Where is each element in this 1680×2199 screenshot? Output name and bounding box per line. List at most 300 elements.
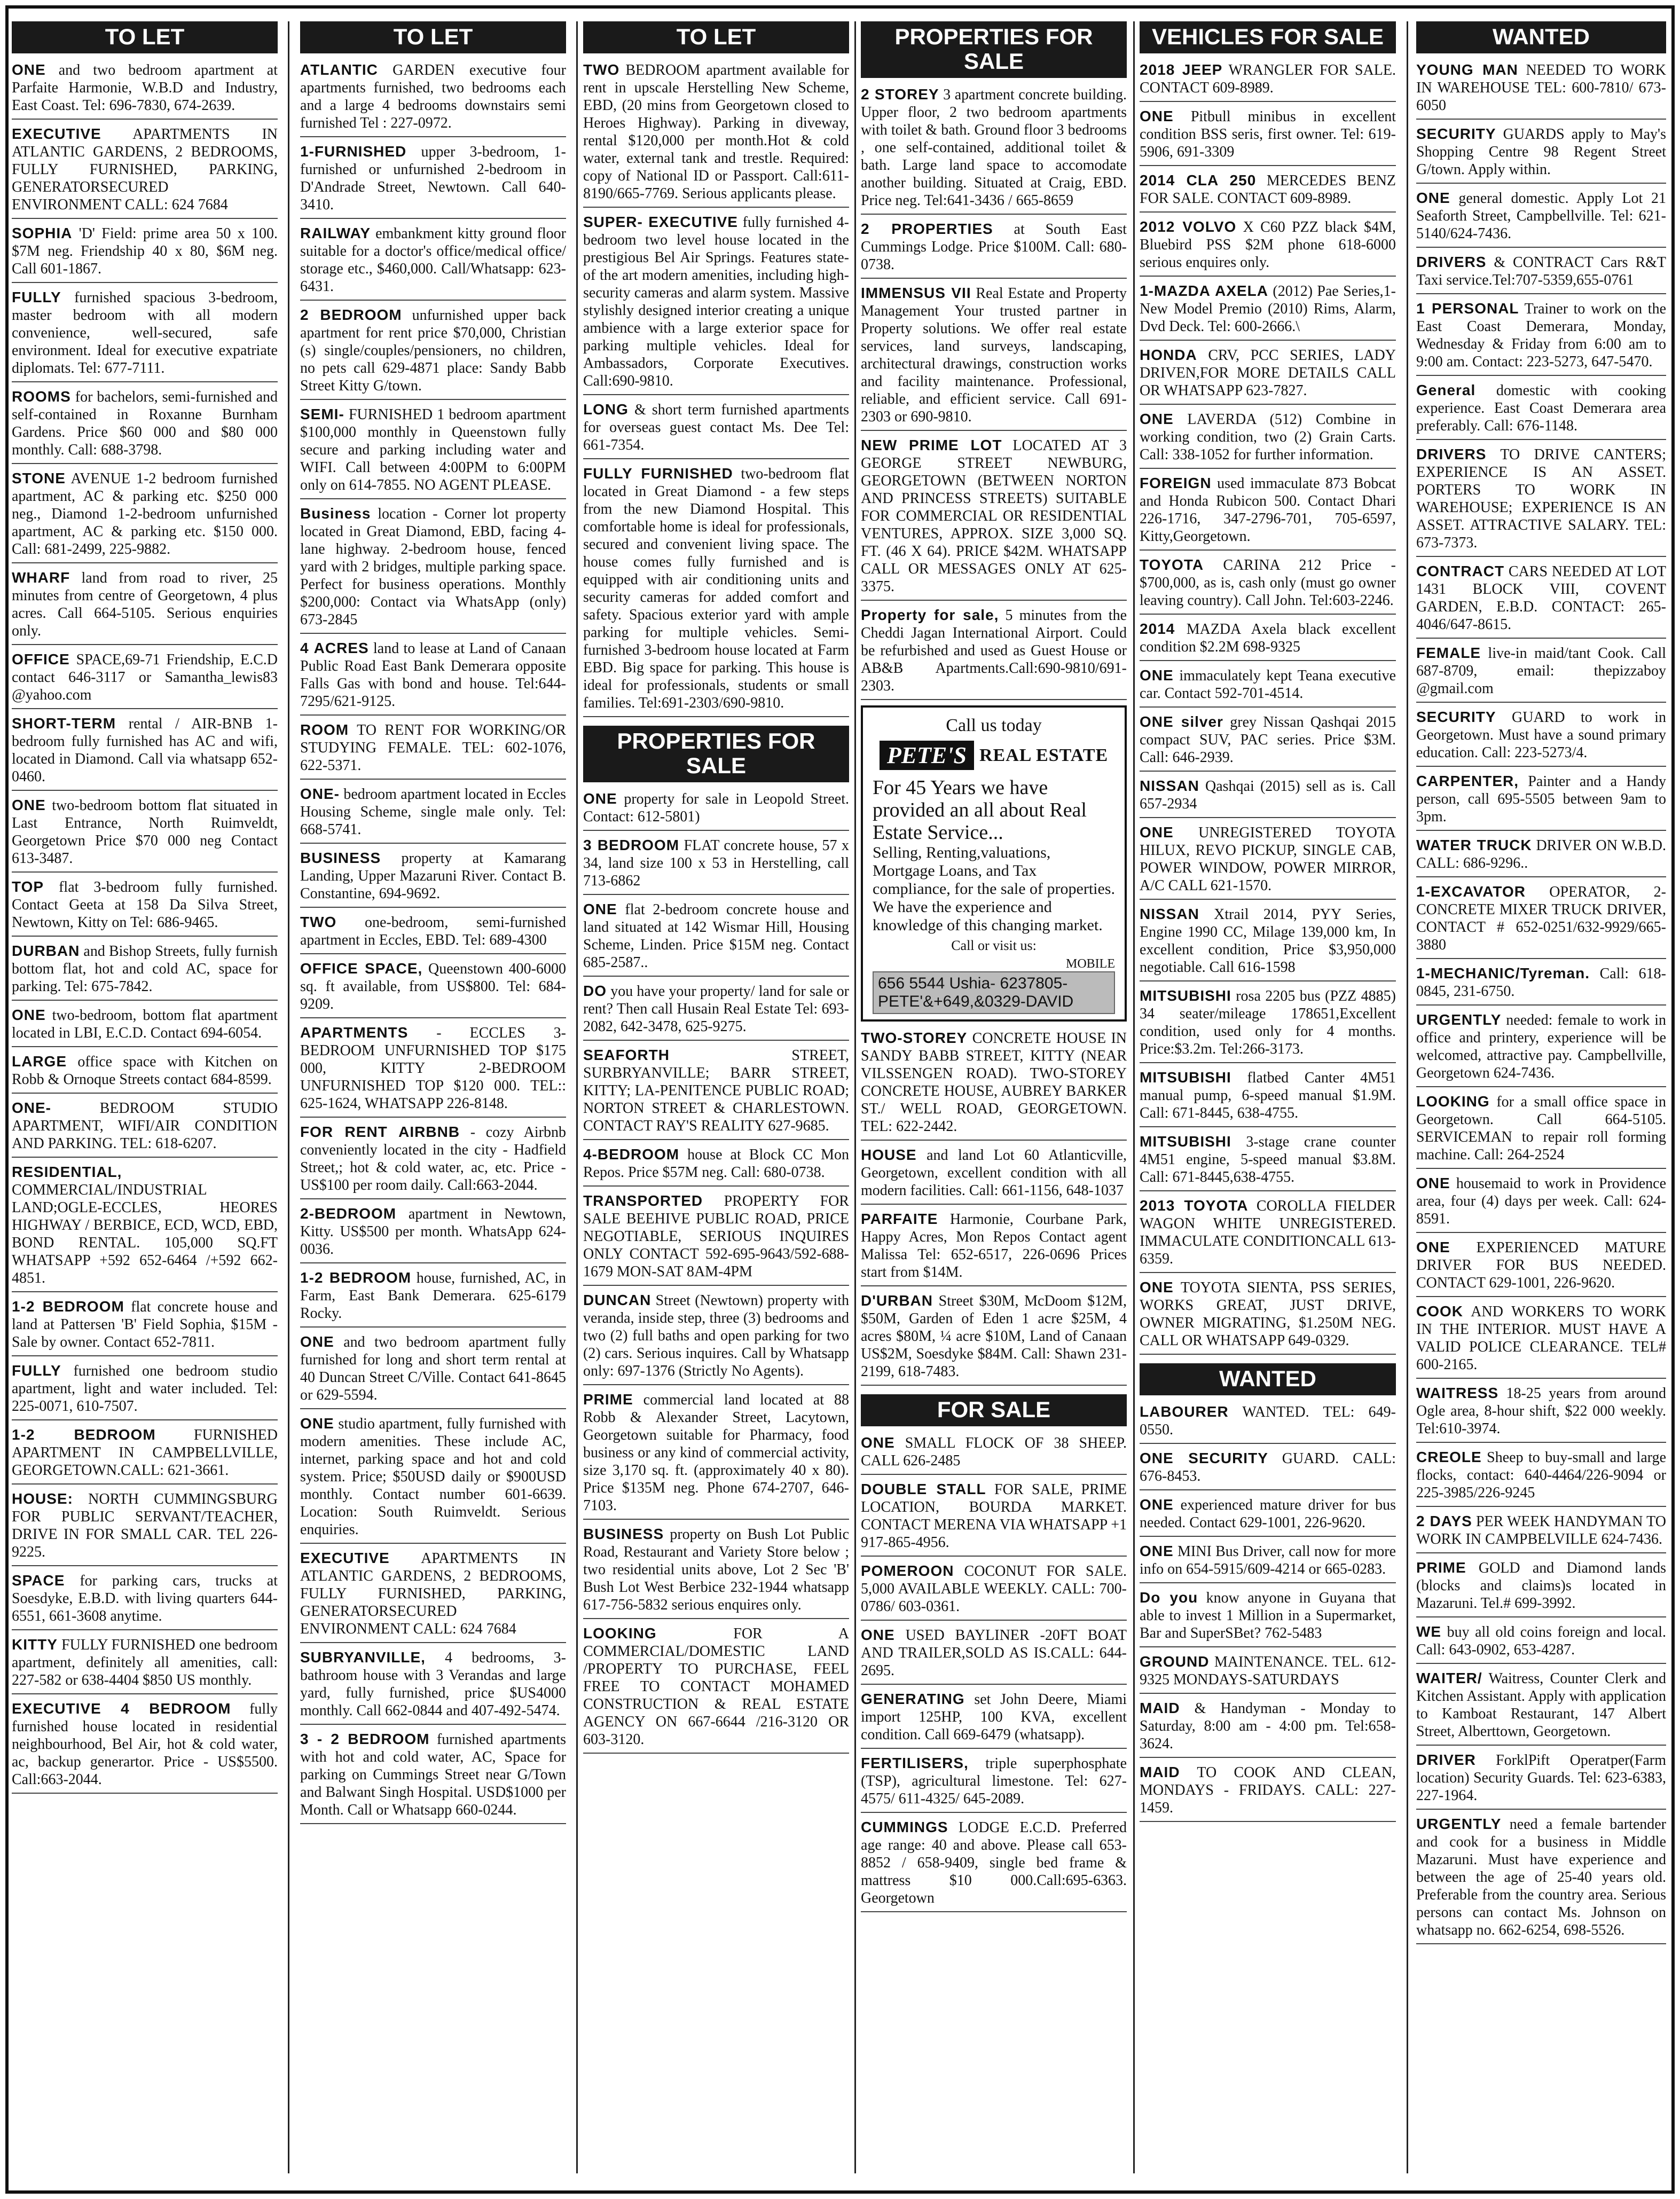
classified-ad: [300, 1205, 566, 1263]
ad-text: FURNISHED APARTMENT IN CAMPBELLVILLE, GEORGETOWN.CALL: 621-3661.: [12, 1427, 278, 1479]
ad-text: used immaculate 873 Bobcat and Honda Rubicon 500. Contact Dhari 226-1716, 347-2796-701, 705-6597, Kitty,Georgetown.: [1140, 475, 1396, 545]
ad-text: (2012) Pae Series,1- New Model Premio (2010) Rims, Alarm, Dvd Deck. Tel: 600-2666.\: [1140, 283, 1396, 335]
ad-lead: LONG: [583, 401, 629, 418]
ad-text: FOR SALE, PRIME LOCATION, BOURDA MARKET. CONTACT MERENA VIA WHATSAPP +1 917-865-4956.: [861, 1481, 1127, 1551]
ad-text: apartment in Newtown, Kitty. US$500 per month. WhatsApp 624-0036.: [300, 1206, 566, 1258]
ad-lead: CREOLE: [1416, 1449, 1482, 1465]
ad-text: & Handyman - Monday to Saturday, 8:00 am - 4:00 pm. Tel:658-3624.: [1140, 1700, 1396, 1752]
ad-text: office space with Kitchen on Robb & Ornoque Streets contact 684-8599.: [12, 1054, 278, 1088]
ad-lead: FERTILISERS,: [861, 1755, 969, 1771]
classified-ad: [1416, 1559, 1666, 1617]
classified-ad: [12, 125, 278, 219]
ad-lead: CARPENTER,: [1416, 773, 1519, 789]
classified-ad: [583, 1391, 849, 1520]
ad-lead: ONE: [583, 901, 617, 917]
classified-ad: [861, 436, 1127, 601]
column-2: [300, 21, 566, 2173]
column-divider: [854, 21, 856, 2173]
classified-ad: [1140, 282, 1396, 341]
ad-text: TO COOK AND CLEAN, MONDAYS - FRIDAYS. CALL: 227-1459.: [1140, 1764, 1396, 1816]
ad-lead: RAILWAY: [300, 225, 371, 241]
classified-ad: [1140, 823, 1396, 900]
petes-real-estate-ad: [861, 705, 1127, 1022]
ad-lead: ATLANTIC: [300, 61, 378, 78]
ad-text: and Bishop Streets, fully furnish bottom flat, hot and cold AC, space for parking. Tel: 675-7842.: [12, 943, 278, 995]
classified-ad: [1140, 556, 1396, 615]
classified-ad: [861, 1818, 1127, 1912]
ad-lead: ONE: [1140, 824, 1174, 841]
classified-ad: [583, 1525, 849, 1619]
box-body: Selling, Renting,valuations, Mortgage Loans, and Tax compliance, for the sale of properties. We have the experience and knowledge of this changing market.: [873, 844, 1115, 934]
box-visit: Call or visit us:: [951, 938, 1037, 953]
ad-lead: Business: [300, 505, 371, 522]
ad-text: & short term furnished apartments for overseas guest contact Ms. Dee Tel: 661-7354.: [583, 402, 849, 453]
ad-text: UNREGISTERED TOYOTA HILUX, REVO PICKUP, SINGLE CAB, POWER WINDOW, POWER MIRROR, A/C CALL 621-1570.: [1140, 824, 1396, 894]
ad-lead: ONE silver: [1140, 713, 1223, 730]
classified-ad: [12, 224, 278, 283]
ad-lead: RESIDENTIAL,: [12, 1164, 122, 1180]
ad-lead: SECURITY: [1416, 125, 1496, 142]
ad-lead: ONE: [1416, 1239, 1450, 1255]
classified-ad: [300, 785, 566, 844]
classified-ad: [1416, 1384, 1666, 1443]
classified-ad: [583, 1624, 849, 1754]
ad-lead: TOP: [12, 878, 44, 895]
ad-lead: DO: [583, 983, 607, 999]
ad-text: two-bedroom, bottom flat apartment located in LBI, E.C.D. Contact 694-6054.: [12, 1007, 278, 1041]
ad-lead: FULLY: [12, 289, 61, 305]
classified-ad: [1140, 346, 1396, 405]
classified-ad: [1416, 381, 1666, 440]
classified-ad: [1416, 125, 1666, 184]
ad-lead: ONE: [1140, 1496, 1174, 1513]
ad-text: AND WORKERS TO WORK IN THE INTERIOR. MUST HAVE A VALID POLICE CLEARANCE. TEL# 600-2165.: [1416, 1303, 1666, 1373]
classified-ad: [12, 942, 278, 1001]
ad-text: TO RENT FOR WORKING/OR STUDYING FEMALE. TEL: 602-1076, 622-5371.: [300, 722, 566, 774]
ad-lead: CONTRACT: [1416, 563, 1505, 579]
column-6: [1416, 21, 1666, 2173]
ad-text: PER WEEK HANDYMAN TO WORK IN CAMPBELVILLE 624-7436.: [1416, 1513, 1666, 1548]
classified-ad: [300, 1024, 566, 1118]
ad-lead: 1-2 BEDROOM: [300, 1269, 412, 1286]
ad-text: DRIVER ON W.B.D. CALL: 686-9296..: [1416, 837, 1666, 871]
ad-text: SPACE,69-71 Friendship, E.C.D contact 646-3117 or Samantha_lewis83 @yahoo.com: [12, 651, 278, 703]
ad-text: bedroom apartment located in Eccles Housing Scheme, single male only. Tel: 668-5741.: [300, 786, 566, 838]
classified-ad: [1140, 1496, 1396, 1537]
ad-lead: FOR RENT AIRBNB: [300, 1124, 460, 1140]
classified-ad: [583, 1145, 849, 1187]
ad-text: unfurnished upper back apartment for rent price $70,000, Christian (s) single/couples/pensioners, no children, no pets call 629-4871 place: Sandy Babb Street Kitty G/town.: [300, 307, 566, 394]
ad-text: - cozy Airbnb conveniently located in the city - Hadfield Street,; hot & cold water, ac, etc. Price - US$100 per room daily. Call:663-2044.: [300, 1124, 566, 1193]
ad-lead: 2012 VOLVO: [1140, 218, 1237, 235]
classified-ad: [12, 1053, 278, 1094]
ad-lead: NEW PRIME LOT: [861, 437, 1002, 453]
classified-ad: [12, 714, 278, 791]
ad-lead: DUNCAN: [583, 1292, 651, 1308]
ad-text: fully furnished house located in residential neighbourhood, Bel Air, hot & cold water, ac, backup generartor. Price - US$5500. Call:663-2044.: [12, 1701, 278, 1788]
ad-lead: 2-BEDROOM: [300, 1205, 397, 1222]
ad-text: PROPERTY FOR SALE BEEHIVE PUBLIC ROAD, PRICE NEGOTIABLE, SERIOUS INQUIRES ONLY CONTACT 592-695-9643/592-688-1679 MON-SAT 8AM-4PM: [583, 1193, 849, 1280]
classified-ad: [1140, 777, 1396, 818]
ad-lead: DRIVER: [1416, 1752, 1476, 1768]
column-divider: [1133, 21, 1135, 2173]
ad-text: APARTMENTS IN ATLANTIC GARDENS, 2 BEDROOMS, FULLY FURNISHED, PARKING, GENERATORSECURED ENVIRONMENT CALL: 624 7684: [300, 1550, 566, 1637]
ad-text: 4 bedrooms, 3-bathroom house with 3 Verandas and large yard, fully furnished, price $US4000 monthly. Call 662-0844 and 407-492-5474.: [300, 1650, 566, 1719]
ad-lead: D'URBAN: [861, 1292, 933, 1309]
ad-lead: ONE SECURITY: [1140, 1450, 1268, 1466]
ad-lead: 2018 JEEP: [1140, 61, 1223, 78]
ad-text: furnished spacious 3-bedroom, master bedroom with all modern convenience, well-secured, safe environment. Ideal for executive expatriate diplomats. Tel: 677-7111.: [12, 289, 278, 376]
ad-lead: HONDA: [1140, 347, 1197, 363]
ad-lead: 2 PROPERTIES: [861, 221, 993, 237]
classified-ad: [1140, 1403, 1396, 1444]
ad-text: flat 3-bedroom fully furnished. Contact Geeta at 158 Da Silva Street, Newtown, Kitty on Tel: 686-9465.: [12, 879, 278, 931]
ad-lead: GROUND: [1140, 1653, 1210, 1670]
ad-text: studio apartment, fully furnished with modern amenities. These include AC, internet, parking space and hot and cold system. Price; $50USD daily or $900USD monthly. Contact number 601-6639. Location: South Ruimveldt. Serious enquiries.: [300, 1416, 566, 1538]
classified-ad: [861, 1626, 1127, 1685]
column-5: [1140, 21, 1396, 2173]
ad-lead: FEMALE: [1416, 645, 1481, 661]
ad-lead: OFFICE SPACE,: [300, 960, 423, 977]
ad-lead: DOUBLE STALL: [861, 1481, 986, 1497]
ad-lead: OFFICE: [12, 651, 70, 667]
ad-lead: 3 BEDROOM: [583, 837, 680, 853]
ad-lead: 4 ACRES: [300, 640, 369, 656]
ad-text: furnished one bedroom studio apartment, light and water included. Tel: 225-0071, 610-7507.: [12, 1363, 278, 1415]
ad-lead: ONE: [1416, 1175, 1450, 1191]
ad-text: commercial land located at 88 Robb & Alexander Street, Lacytown, Georgetown suitable for Pharmacy, food business or any kind of commercial activity, size 3,170 sq. ft. (approximately 40 x 80). Price $135M neg. Phone 674-2707, 646-7103.: [583, 1392, 849, 1514]
ad-text: CARS NEEDED AT LOT 1431 BLOCK VIII, COVENT GARDEN, E.B.D. CONTACT: 265-4046/647-8615.: [1416, 563, 1666, 633]
column-divider: [288, 21, 289, 2173]
classified-ad: [861, 1690, 1127, 1749]
ad-text: experienced mature driver for bus needed. Contact 629-1001, 226-9620.: [1140, 1497, 1396, 1531]
classified-ad: [861, 220, 1127, 279]
classified-ad: [300, 849, 566, 908]
ad-lead: Do you: [1140, 1589, 1198, 1606]
classified-ad: [861, 1754, 1127, 1813]
ad-lead: FULLY: [12, 1362, 61, 1379]
classified-ad: [300, 721, 566, 780]
classified-ad: [861, 85, 1127, 215]
box-phone-numbers: 656 5544 Ushia- 6237805- PETE'&+649,&0329-DAVID: [873, 971, 1115, 1014]
ad-text: Harmonie, Courbane Park, Happy Acres, Mon Repos Contact agent Malissa Tel: 652-6517, 226-0696 Prices start from $14M.: [861, 1211, 1127, 1281]
classified-ad: [1140, 666, 1396, 708]
ad-text: OPERATOR, 2- CONCRETE MIXER TRUCK DRIVER, CONTACT # 652-0251/632-9929/665-3880: [1416, 884, 1666, 953]
ad-lead: 1-MECHANIC/Tyreman.: [1416, 965, 1590, 981]
classified-ad: [300, 143, 566, 219]
classified-ad: [12, 1572, 278, 1630]
classified-ad: [583, 790, 849, 831]
ad-lead: TRANSPORTED: [583, 1192, 703, 1209]
classified-ad: [12, 569, 278, 645]
classified-ad: [1140, 1197, 1396, 1273]
ad-text: housemaid to work in Providence area, four (4) days per week. Call: 624-8591.: [1416, 1175, 1666, 1227]
classified-ad: [1416, 1669, 1666, 1746]
classified-ad: [1140, 410, 1396, 469]
ad-lead: LOOKING: [1416, 1093, 1490, 1110]
ad-text: Trainer to work on the East Coast Demerara, Monday, Wednesday & Friday from 6:00 am to 9:00 am. Contact: 223-5273, 647-5470.: [1416, 301, 1666, 370]
classified-ad: [1416, 189, 1666, 248]
ad-text: flat 2-bedroom concrete house and land situated at 142 Wismar Hill, Housing Scheme, Linden. Price $15M neg. Contact 685-2587..: [583, 901, 849, 971]
ad-lead: GENERATING: [861, 1691, 965, 1707]
ad-lead: HOUSE: [861, 1146, 917, 1163]
ad-lead: ONE: [1140, 667, 1174, 684]
classified-ad: [12, 288, 278, 382]
classified-ad: [583, 836, 849, 895]
classified-ad: [1140, 1653, 1396, 1694]
ad-text: MINI Bus Driver, call now for more info on 654-5915/609-4214 or 665-0283.: [1140, 1543, 1396, 1577]
ad-lead: ONE: [300, 1415, 334, 1432]
ad-lead: PRIME: [583, 1391, 633, 1408]
ad-lead: SEAFORTH: [583, 1047, 670, 1063]
ad-text: general domestic. Apply Lot 21 Seaforth Street, Campbellville. Tel: 621-5140/624-7436.: [1416, 190, 1666, 242]
ad-lead: ONE-: [300, 786, 340, 802]
ad-lead: EXECUTIVE 4 BEDROOM: [12, 1700, 231, 1717]
ad-lead: WHARF: [12, 569, 70, 586]
ad-lead: PRIME: [1416, 1559, 1466, 1576]
classified-ad: [861, 1029, 1127, 1141]
ad-lead: ONE: [861, 1627, 895, 1643]
classified-ad: [1416, 300, 1666, 376]
ad-lead: 2 STOREY: [861, 86, 939, 103]
petes-logo: [873, 741, 1115, 770]
ad-text: two-bedroom flat located in Great Diamond - a few steps from the new Diamond Hospital. This comfortable home is ideal for professionals, secured and convenient living space. The house comes fully furnished and is equipped with air conditioning units and security cameras for added comfort and safety. Spacious exterior yard with ample parking for multiple vehicles. Semi- furnished 3-bedroom house located at Farm EBD. Big space for parking. This house is ideal for professionals, students or small families. Tel:691-2303/690-9810.: [583, 466, 849, 711]
ad-text: two-bedroom bottom flat situated in Last Entrance, North Ruimveldt, Georgetown Price $70 000 neg Contact 613-3487.: [12, 797, 278, 867]
ad-lead: SUBRYANVILLE,: [300, 1649, 426, 1666]
ad-text: GUARDS apply to May's Shopping Centre 98 Regent Street G/town. Apply within.: [1416, 126, 1666, 178]
ad-lead: URGENTLY: [1416, 1011, 1502, 1028]
ad-text: SMALL FLOCK OF 38 SHEEP. CALL 626-2485: [861, 1435, 1127, 1469]
ad-lead: 2014: [1140, 621, 1175, 637]
classified-ad: [1416, 1815, 1666, 1944]
classified-ad: [1140, 107, 1396, 166]
ad-lead: FULLY FURNISHED: [583, 465, 733, 482]
classified-ad: [12, 1099, 278, 1158]
ad-lead: WE: [1416, 1623, 1442, 1640]
ad-lead: ONE: [1140, 411, 1174, 427]
ad-text: COMMERCIAL/INDUSTRIAL LAND;OGLE-ECCLES, HEORES HIGHWAY / BERBICE, ECD, WCD, EBD, BOND RENTAL. 105,000 SQ.FT WHATSAPP +592 652-6464 /+592 662-4851.: [12, 1182, 278, 1286]
ad-lead: CUMMINGS: [861, 1819, 948, 1835]
classified-ad: [1140, 1542, 1396, 1583]
ad-text: for parking cars, trucks at Soesdyke, E.B.D. with living quarters 644-6551, 661-3608 anytime.: [12, 1573, 278, 1624]
ad-lead: WAITRESS: [1416, 1385, 1499, 1401]
classified-ad: [1416, 1093, 1666, 1169]
classified-ad: [12, 469, 278, 563]
ad-lead: General: [1416, 382, 1476, 398]
ad-text: X C60 PZZ black $4M, Bluebird PSS $2M phone 618-6000 serious enquires only.: [1140, 219, 1396, 271]
ad-text: TO DRIVE CANTERS; EXPERIENCE IS AN ASSET. PORTERS TO WORK IN WAREHOUSE; EXPERIENCE IS AN ASSET. ATTRACTIVE SALARY. TEL: 673-7373.: [1416, 446, 1666, 551]
classified-ad: [1416, 1302, 1666, 1379]
classified-ad: [1416, 644, 1666, 703]
ad-lead: SEMI-: [300, 406, 344, 422]
ad-text: ForklPift Operatper(Farm location) Security Guards. Tel: 623-6383, 227-1964.: [1416, 1752, 1666, 1804]
ad-text: Street $30M, McDoom $12M, $50M, Garden of Eden 1 acre $25M, 4 acres $80M, ¼ acre $10M, Land of Canaan US$2M, Soesdyke $84M. Call: Shawn 231-2199, 618-7483.: [861, 1293, 1127, 1380]
ad-text: Waitress, Counter Clerk and Kitchen Assistant. Apply with application to Kamboat Restaurant, 147 Albert Street, Alberttown, Georgetown.: [1416, 1670, 1666, 1740]
classified-ad: [861, 284, 1127, 431]
classified-ad: [861, 1434, 1127, 1475]
ad-text: and two bedroom apartment fully furnished for long and short term rental at 40 Duncan Street C/Ville. Contact 641-8645 or 629-5594.: [300, 1334, 566, 1403]
ad-lead: ONE: [1416, 190, 1450, 206]
classified-ad: [300, 405, 566, 499]
section-header: PROPERTIES FOR SALE: [861, 21, 1127, 78]
ad-text: CARINA 212 Price - $700,000, as is, cash only (must go owner leaving country). Call John. Tel:603-2246.: [1140, 557, 1396, 609]
ad-lead: 2 DAYS: [1416, 1513, 1472, 1529]
classified-ad: [583, 465, 849, 717]
ad-text: Call: 618-0845, 231-6750.: [1416, 965, 1666, 1000]
ad-text: 18-25 years from around Ogle area, 8-hour shift, $22 000 weekly. Tel:610-3974.: [1416, 1385, 1666, 1437]
classified-ad: [1416, 253, 1666, 294]
section-header: TO LET: [583, 21, 849, 53]
ad-lead: YOUNG MAN: [1416, 61, 1518, 78]
classified-ad: [12, 878, 278, 937]
classified-ad: [583, 400, 849, 459]
ad-text: immaculately kept Teana executive car. Contact 592-701-4514.: [1140, 667, 1396, 702]
ad-text: & CONTRACT Cars R&T Taxi service.Tel:707-5359,655-0761: [1416, 254, 1666, 288]
ad-text: flatbed Canter 4M51 manual pump, 6-speed manual $1.9M. Call: 671-8445, 638-4755.: [1140, 1070, 1396, 1121]
classified-ad: [1140, 171, 1396, 213]
ad-lead: FOREIGN: [1140, 475, 1212, 491]
classified-ad: [12, 796, 278, 873]
ad-lead: MITSUBISHI: [1140, 1133, 1231, 1150]
ad-lead: SECURITY: [1416, 709, 1496, 725]
classified-ad: [1140, 474, 1396, 551]
classified-ad: [12, 1298, 278, 1356]
ad-text: NEEDED TO WORK IN WAREHOUSE TEL: 600-7810/ 673-6050: [1416, 62, 1666, 114]
classified-ad: [300, 61, 566, 137]
ad-lead: WATER TRUCK: [1416, 837, 1532, 853]
ad-text: CONCRETE HOUSE IN SANDY BABB STREET, KITTY (NEAR VILSSENGEN ROAD). TWO-STOREY CONCRETE HOUSE, AUBREY BARKER ST./ WELL ROAD, GEORGETOWN. TEL: 622-2442.: [861, 1030, 1127, 1135]
ad-text: BEDROOM apartment available for rent in upscale Herstelling New Scheme, EBD, (20 mins from Georgetown closed to Heroes Highway). Parking in diveway, rental $120,000 per month.Hot & cold water, external tank and trestle. Required: copy of National ID or Passport. Call:611-8190/665-7769. Serious applicants please.: [583, 62, 849, 202]
ad-lead: 1-EXCAVATOR: [1416, 883, 1526, 900]
classified-ad: [12, 61, 278, 120]
ad-lead: IMMENSUS VII: [861, 285, 971, 301]
column-divider: [1407, 21, 1408, 2173]
ad-lead: COOK: [1416, 1303, 1463, 1320]
ad-text: you have your property/ land for sale or rent? Then call Husain Real Estate Tel: 693-2082, 642-3478, 625-9275.: [583, 983, 849, 1035]
column-1: [12, 21, 278, 2173]
classified-ad: [12, 1700, 278, 1794]
ad-lead: MITSUBISHI: [1140, 987, 1231, 1004]
classified-ad: [1416, 708, 1666, 767]
ad-text: BEDROOM STUDIO APARTMENT, WIFI/AIR CONDITION AND PARKING. TEL: 618-6207.: [12, 1100, 278, 1152]
ad-lead: TWO-STOREY: [861, 1030, 968, 1046]
classified-ad: [1416, 61, 1666, 120]
ad-lead: MITSUBISHI: [1140, 1069, 1231, 1086]
section-header: WANTED: [1140, 1363, 1396, 1395]
classified-ad: [300, 505, 566, 634]
ad-text: FURNISHED 1 bedroom apartment $100,000 monthly in Queenstown fully secure and parking including water and WIFI. Call between 4:00PM to 6:00PM only on 614-7855. NO AGENT PLEASE.: [300, 406, 566, 493]
classified-ad: [1140, 713, 1396, 772]
classified-ad: [1140, 987, 1396, 1063]
classified-ad: [1140, 1278, 1396, 1355]
ad-lead: 3 - 2 BEDROOM: [300, 1731, 430, 1747]
ad-text: LODGE E.C.D. Preferred age range: 40 and above. Please call 653-8852 / 658-9409, single bed frame & mattress $10 000.Call:695-6363. Georgetown: [861, 1819, 1127, 1906]
ad-text: 'D' Field: prime area 50 x 100. $7M neg. Friendship 40 x 80, $6M neg. Call 601-1867.: [12, 225, 278, 277]
ad-lead: ONE-: [12, 1100, 51, 1116]
ad-lead: TWO: [300, 914, 337, 930]
ad-text: buy all old coins foreign and local. Call: 643-0902, 653-4287.: [1416, 1624, 1666, 1658]
ad-lead: ONE: [583, 790, 617, 807]
classified-ad: [300, 960, 566, 1018]
ad-lead: 1 PERSONAL: [1416, 300, 1519, 317]
classified-ad: [583, 1291, 849, 1385]
ad-text: rental / AIR-BNB 1-bedroom fully furnished has AC and wifi, located in Diamond. Call via whatsapp 652-0460.: [12, 716, 278, 785]
classified-ad: [1416, 964, 1666, 1006]
ad-text: at South East Cummings Lodge. Price $100M. Call: 680-0738.: [861, 221, 1127, 273]
ad-text: MERCEDES BENZ FOR SALE. CONTACT 609-8989.: [1140, 172, 1396, 207]
classified-ad: [300, 913, 566, 954]
classified-ad: [300, 1730, 566, 1824]
classified-ad: [1140, 1763, 1396, 1822]
classified-ad: [12, 1362, 278, 1420]
classified-ad: [12, 1163, 278, 1292]
classified-ad: [12, 1426, 278, 1485]
ad-text: GOLD and Diamond lands (blocks and claims)s located in Mazaruni. Tel.# 699-3992.: [1416, 1560, 1666, 1612]
classified-ad: [1140, 1449, 1396, 1490]
ad-text: for bachelors, semi-furnished and self-contained in Roxanne Burnham Gardens. Price $60 000 and $80 000 monthly. Call: 688-3798.: [12, 389, 278, 458]
section-header: PROPERTIES FOR SALE: [583, 726, 849, 782]
section-header: TO LET: [12, 21, 278, 53]
ad-lead: ONE: [300, 1333, 334, 1350]
ad-text: furnished apartments with hot and cold water, AC, Space for parking on Cummings Street near G/Town and Balwant Singh Hospital. USD$1000 per Month. Call or Whatsapp 660-0244.: [300, 1731, 566, 1818]
ad-text: land from road to river, 25 minutes from centre of Georgetown, 4 plus acres. Call 664-5105. Serious enquiries only.: [12, 570, 278, 639]
ad-lead: MAID: [1140, 1764, 1180, 1780]
classified-ad: [861, 1480, 1127, 1557]
ad-text: LOCATED AT 3 GEORGE STREET NEWBURG, GEORGETOWN (BETWEEN NORTON AND PRINCESS STREETS) SUITABLE FOR COMMERCIAL OR RESIDENTIAL VENTURES, APPROX. SIZE 3,000 SQ. FT. (46 X 64). PRICE $42M. WHATSAPP CALL OR MESSAGES ONLY AT 625-3375.: [861, 437, 1127, 595]
ad-text: know anyone in Guyana that able to invest 1 Million in a Supermarket, Bar and SuperSBet? 762-5483: [1140, 1590, 1396, 1642]
ad-text: 3 apartment concrete building. Upper floor, 2 two bedroom apartments with toilet & bath. Ground floor 3 bedrooms , one self-contained, additional toilet & bath. Large land space to accomodate another building. Situated at Craig, EBD. Price neg. Tel:641-3436 / 665-8659: [861, 87, 1127, 209]
ad-text: GUARD. CALL: 676-8453.: [1140, 1450, 1396, 1485]
ad-text: 5 minutes from the Cheddi Jagan International Airport. Could be refurbished and used as Guest House or AB&B Apartments.Call:690-9810/691-2303.: [861, 607, 1127, 694]
ad-text: location - Corner lot property located in Great Diamond, EBD, facing 4-lane highway. 2-bedroom house, fenced yard with 2 bridges, multiple parking space. Perfect for business operations. Monthly $200,000: Contact via WhatsApp (only) 673-2845: [300, 506, 566, 628]
ad-text: GUARD to work in Georgetown. Must have a sound primary education. Call: 223-5273/4.: [1416, 709, 1666, 761]
ad-lead: PARFAITE: [861, 1211, 938, 1227]
classified-ad: [1416, 1174, 1666, 1233]
ad-lead: 2 BEDROOM: [300, 307, 402, 323]
classified-ad: [300, 1333, 566, 1409]
ad-text: Sheep to buy-small and large flocks, contact: 640-4464/226-9094 or 225-3985/226-9245: [1416, 1449, 1666, 1501]
ad-lead: SUPER- EXECUTIVE: [583, 214, 738, 230]
ad-text: and two bedroom apartment at Parfaite Harmonie, W.B.D and Industry, East Coast. Tel: 696-7830, 674-2639.: [12, 62, 278, 114]
section-header: TO LET: [300, 21, 566, 53]
classified-ad: [1416, 1448, 1666, 1507]
classified-ad: [861, 1562, 1127, 1621]
classified-ad: [1140, 1699, 1396, 1758]
ad-lead: DURBAN: [12, 943, 80, 959]
ad-lead: 4-BEDROOM: [583, 1146, 680, 1163]
ad-text: for a small office space in Georgetown. Call 664-5105. SERVICEMAN to repair roll forming machine. Call: 264-2524: [1416, 1094, 1666, 1163]
classified-ad: [300, 306, 566, 400]
classified-ad: [583, 1046, 849, 1140]
classified-ad: [12, 388, 278, 464]
ad-lead: Property for sale,: [861, 607, 999, 623]
classified-ad: [300, 1123, 566, 1199]
ad-lead: URGENTLY: [1416, 1816, 1502, 1832]
ad-lead: SHORT-TERM: [12, 715, 116, 732]
ad-text: property at Kamarang Landing, Upper Mazaruni River. Contact B. Constantine, 694-9692.: [300, 850, 566, 902]
classified-ad: [1416, 772, 1666, 831]
ad-text: TOYOTA SIENTA, PSS SERIES, WORKS GREAT, JUST DRIVE, OWNER MIGRATING, $1.250M NEG. CALL OR WHATSAPP 649-0329.: [1140, 1279, 1396, 1349]
ad-lead: LABOURER: [1140, 1403, 1229, 1420]
classified-ad: [1416, 883, 1666, 959]
ad-text: GARDEN executive four apartments furnished, two bedrooms each and a large 4 bedrooms downstairs semi furnished Tel : 227-0972.: [300, 62, 566, 131]
ad-text: CRV, PCC SERIES, LADY DRIVEN,FOR MORE DETAILS CALL OR WHATSAPP 623-7827.: [1140, 347, 1396, 399]
classified-ad: [300, 1415, 566, 1544]
classified-ad: [1416, 1512, 1666, 1553]
ad-lead: LARGE: [12, 1053, 67, 1070]
section-header: WANTED: [1416, 21, 1666, 53]
classified-ad: [300, 1648, 566, 1725]
